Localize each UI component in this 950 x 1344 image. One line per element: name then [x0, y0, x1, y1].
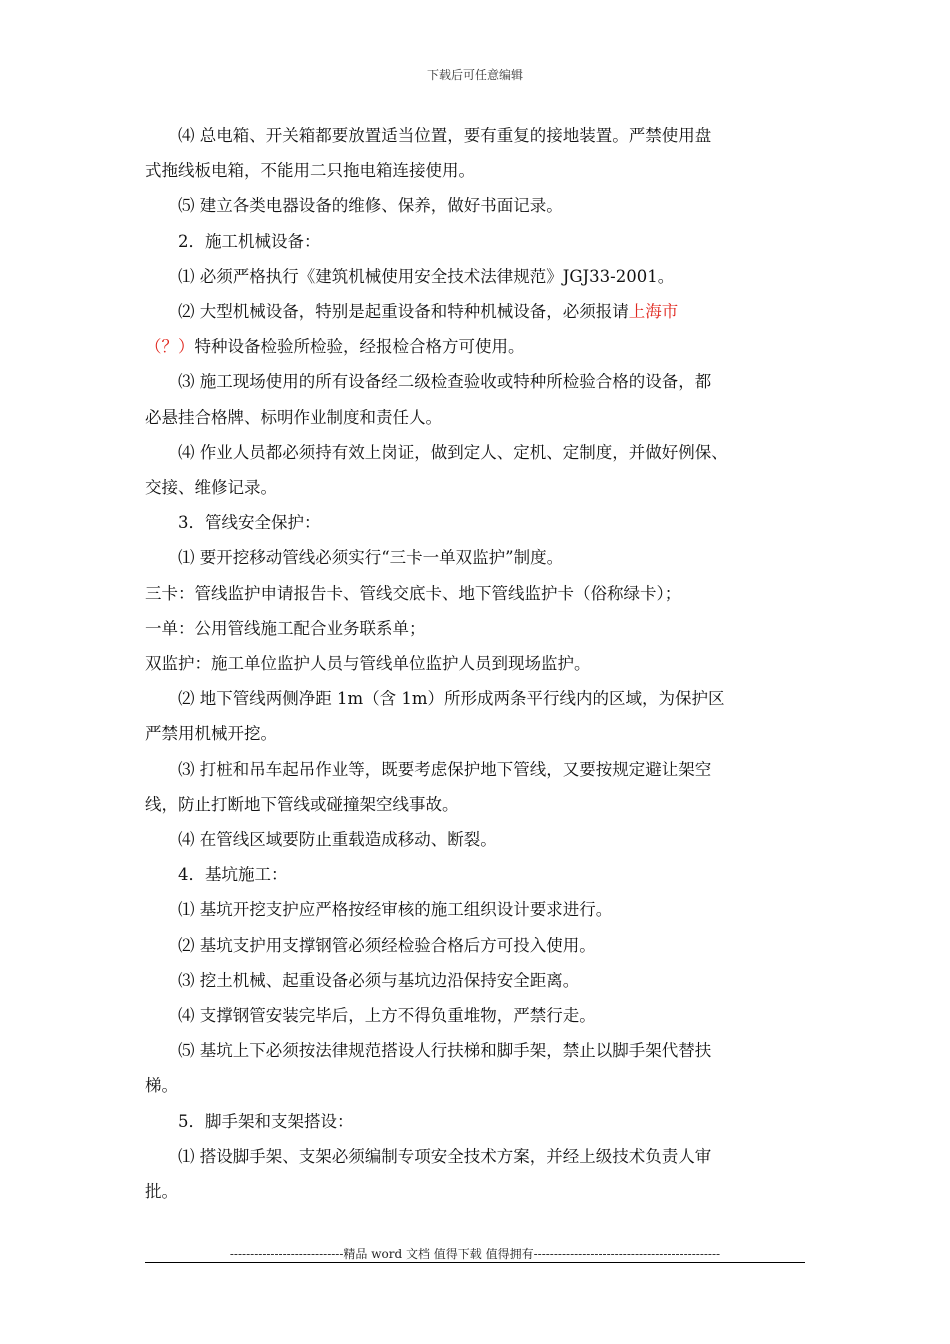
paragraph: 批。	[145, 1182, 178, 1202]
section-heading: 4．基坑施工：	[178, 865, 288, 885]
paragraph: ⑷ 支撑钢管安装完毕后，上方不得负重堆物，严禁行走。	[178, 1006, 596, 1026]
paragraph: ⑷ 总电箱、开关箱都要放置适当位置，要有重复的接地装置。严禁使用盘	[178, 126, 712, 145]
paragraph	[145, 329, 810, 364]
text-span: ⑵ 大型机械设备，特别是起重设备和特种机械设备，必须报请	[178, 302, 629, 322]
page-header: 下载后可任意编辑	[426, 68, 523, 82]
section-heading: 3．管线安全保护：	[178, 513, 321, 533]
paragraph: 双监护：施工单位监护人员与管线单位监护人员到现场监护。	[145, 654, 591, 674]
text-span: 特种设备检验所检验，经报检合格方可使用。	[194, 337, 525, 357]
paragraph: 一单：公用管线施工配合业务联系单；	[145, 618, 426, 638]
paragraph: 交接、维修记录。	[145, 478, 277, 498]
paragraph: ⑸ 基坑上下必须按法律规范搭设人行扶梯和脚手架，禁止以脚手架代替扶	[178, 1041, 712, 1061]
paragraph: ⑵ 地下管线两侧净距 1m（含 1m）所形成两条平行线内的区域，为保护区	[178, 689, 725, 709]
paragraph: ⑴ 基坑开挖支护应严格按经审核的施工组织设计要求进行。	[178, 900, 613, 920]
document-body	[145, 118, 810, 1209]
paragraph: ⑴ 要开挖移动管线必须实行“三卡一单双监护”制度。	[178, 548, 564, 568]
paragraph: 线，防止打断地下管线或碰撞架空线事故。	[145, 794, 459, 814]
highlighted-text: 上海市	[628, 302, 679, 322]
paragraph	[145, 294, 810, 329]
paragraph: ⑷ 在管线区域要防止重载造成移动、断裂。	[178, 830, 497, 850]
section-heading: 5．脚手架和支架搭设：	[178, 1111, 354, 1131]
paragraph: 严禁用机械开挖。	[145, 724, 277, 744]
paragraph: ⑶ 挖土机械、起重设备必须与基坑边沿保持安全距离。	[178, 970, 580, 990]
footer-rule	[145, 1262, 805, 1263]
paragraph: ⑴ 必须严格执行《建筑机械使用安全技术法律规范》JGJ33-2001。	[178, 266, 675, 286]
page-footer: ----------------------------精品 word 文档 值得下载 值得拥有----------------------------------------------	[229, 1247, 721, 1261]
paragraph: ⑵ 基坑支护用支撑钢管必须经检验合格后方可投入使用。	[178, 935, 596, 955]
paragraph: ⑷ 作业人员都必须持有效上岗证，做到定人、定机、定制度，并做好例保、	[178, 442, 728, 462]
paragraph: ⑸ 建立各类电器设备的维修、保养，做好书面记录。	[178, 196, 563, 216]
paragraph: 必悬挂合格牌、标明作业制度和责任人。	[145, 407, 442, 427]
paragraph: 梯。	[145, 1076, 178, 1096]
paragraph: ⑶ 打桩和吊车起吊作业等，既要考虑保护地下管线，又要按规定避让架空	[178, 759, 712, 779]
paragraph: ⑴ 搭设脚手架、支架必须编制专项安全技术方案，并经上级技术负责人审	[178, 1146, 712, 1166]
paragraph: 三卡：管线监护申请报告卡、管线交底卡、地下管线监护卡（俗称绿卡）；	[145, 583, 682, 603]
section-heading: 2．施工机械设备：	[178, 231, 321, 251]
paragraph: 式拖线板电箱，不能用二只拖电箱连接使用。	[145, 161, 475, 181]
highlighted-text: （？）	[145, 337, 195, 357]
paragraph: ⑶ 施工现场使用的所有设备经二级检查验收或特种所检验合格的设备，都	[178, 372, 712, 392]
